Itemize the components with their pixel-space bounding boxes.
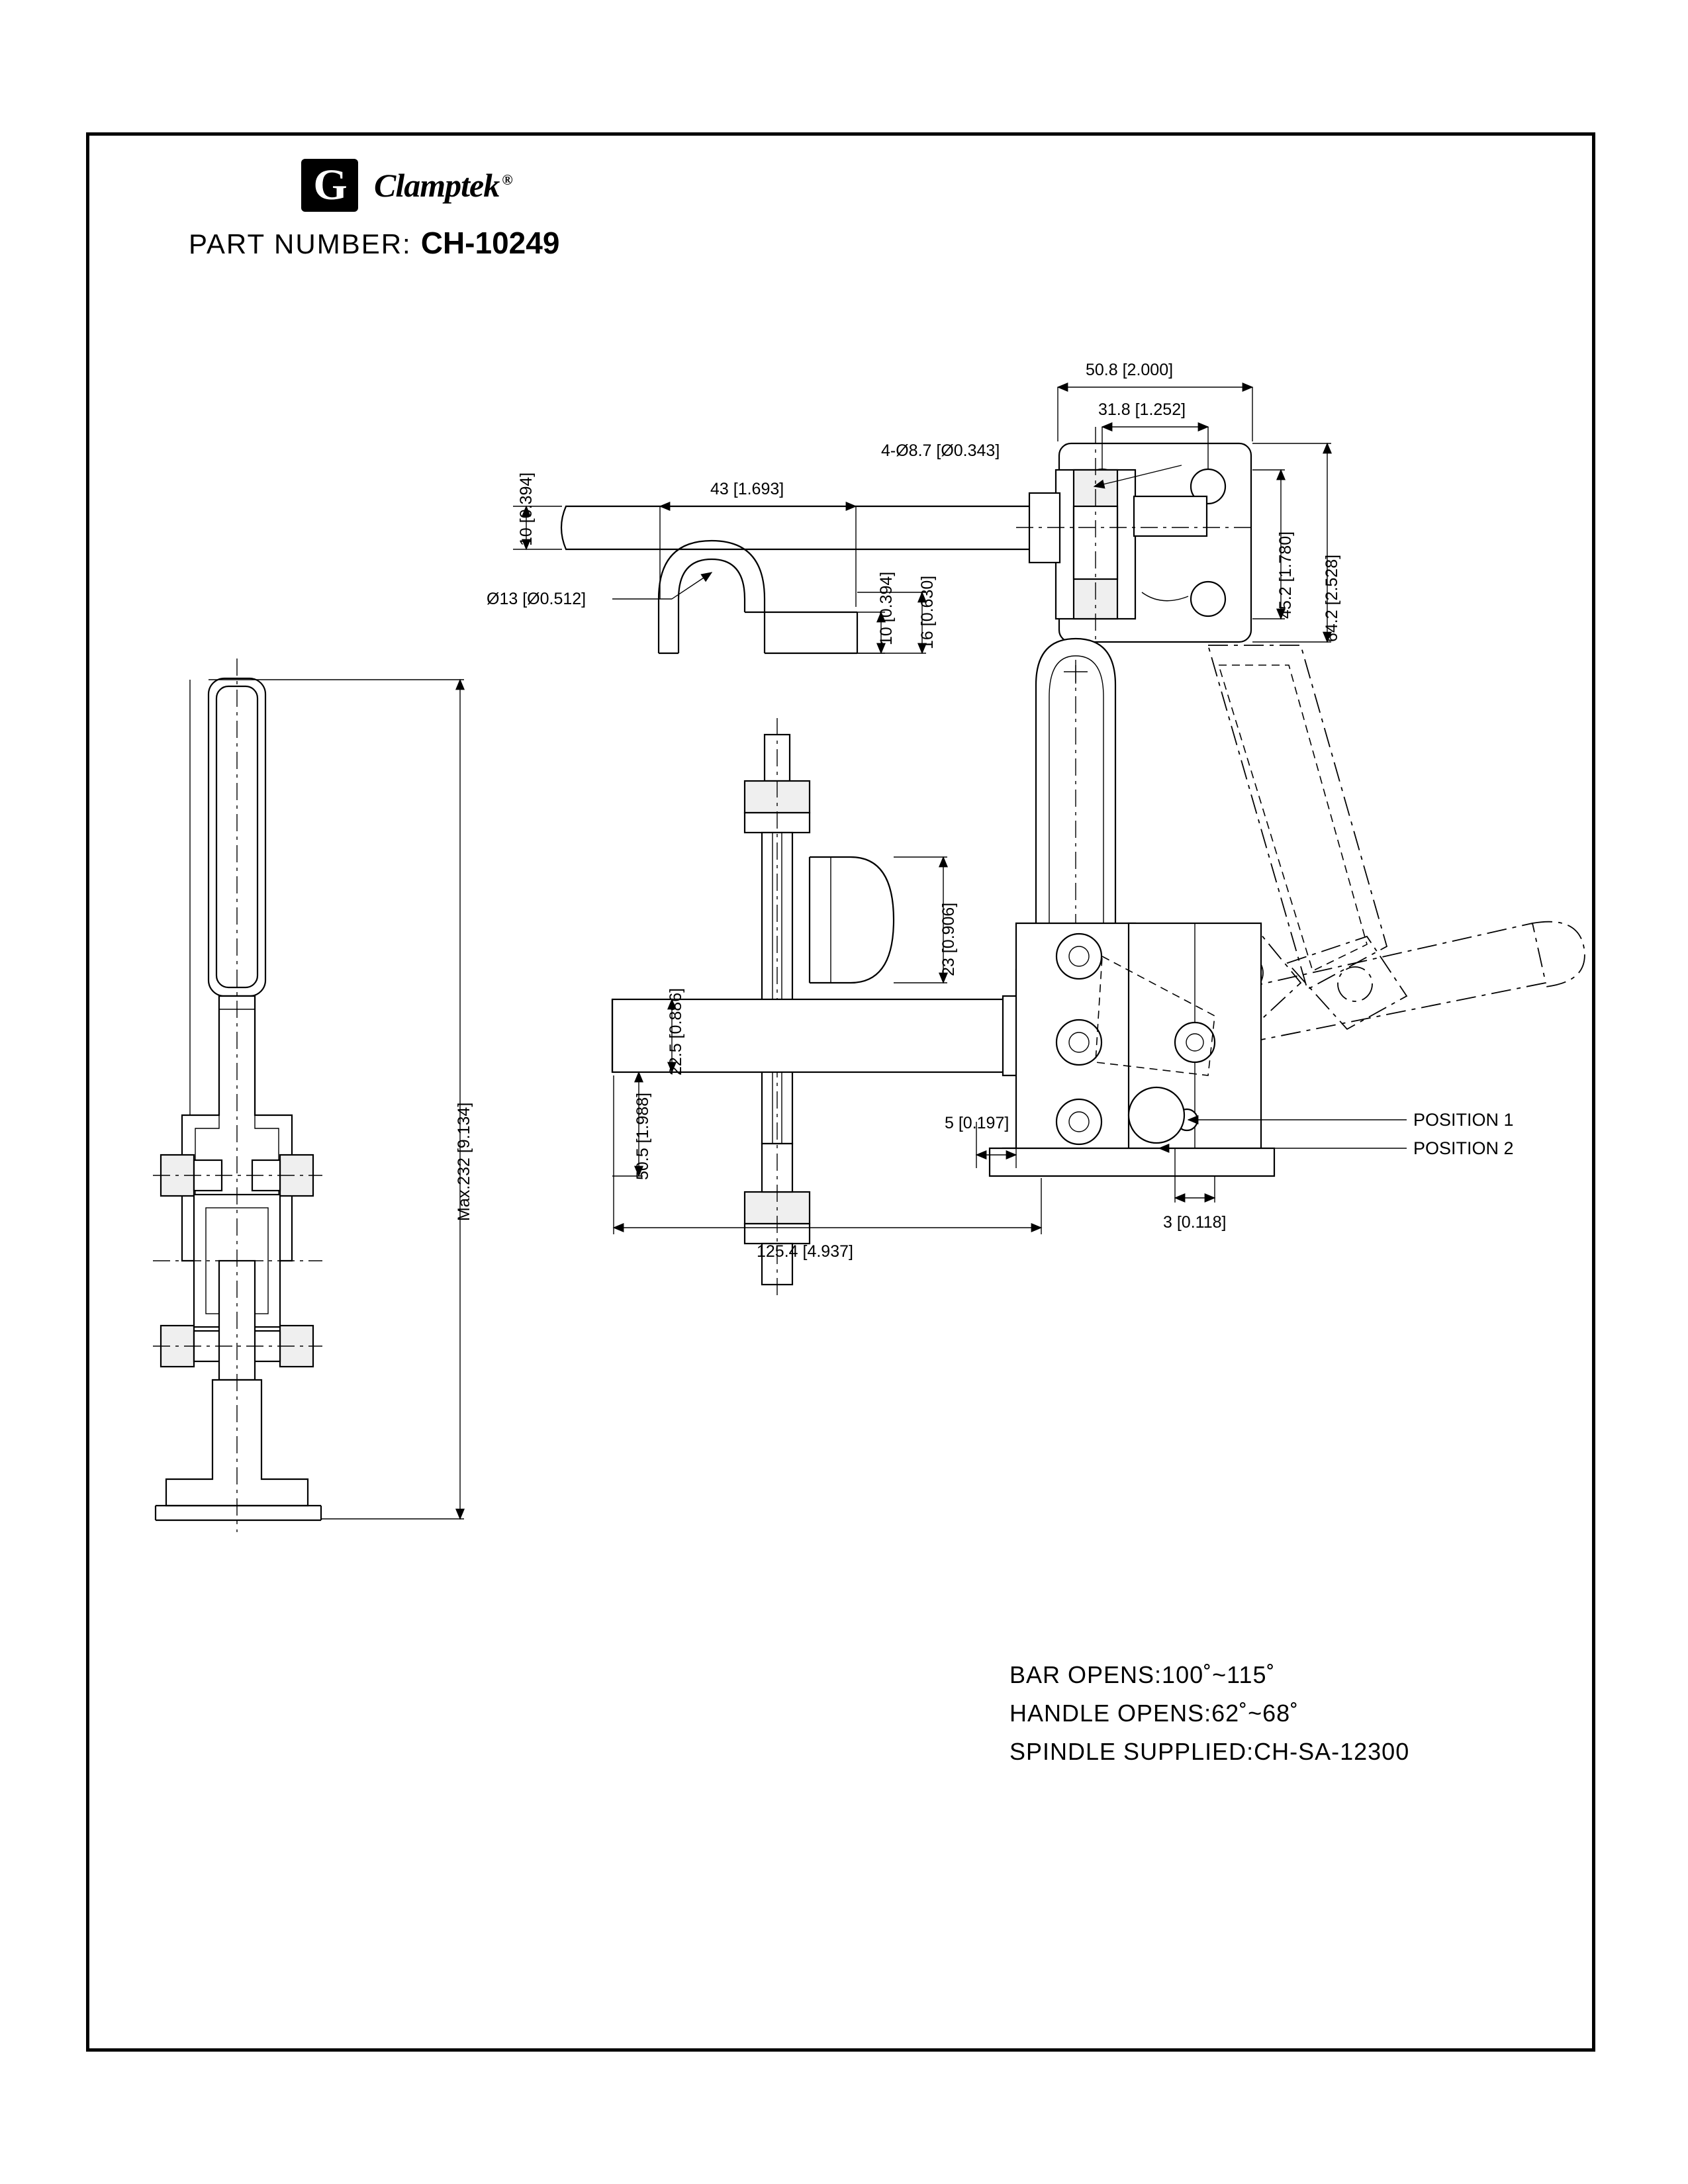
- dim-base-thickness: 3 [0.118]: [1163, 1213, 1227, 1232]
- drawing-sheet: [86, 132, 1595, 2052]
- dim-overall-height: 64.2 [2.528]: [1323, 554, 1341, 642]
- logo-letter-icon: G: [301, 159, 358, 212]
- dim-top-hole-spacing: 31.8 [1.252]: [1098, 400, 1186, 419]
- note-bar-opens: BAR OPENS:100˚~115˚: [1009, 1661, 1276, 1688]
- label-position-2: POSITION 2: [1413, 1138, 1514, 1158]
- registered-mark: ®: [502, 171, 512, 189]
- dim-ubolt-height: 23 [0.906]: [939, 902, 958, 976]
- dim-inner-height: 45.2 [1.780]: [1276, 531, 1295, 619]
- dim-fork-bore: Ø13 [Ø0.512]: [487, 590, 586, 608]
- dim-fork-plate-thickness: 10 [0.394]: [877, 571, 896, 645]
- dim-hole-callout: 4-Ø8.7 [Ø0.343]: [881, 441, 1000, 460]
- brand-name: Clamptek ®: [374, 167, 512, 204]
- dim-bar-thickness: 10 [0.394]: [517, 472, 536, 546]
- spindle-fork-view: [612, 506, 947, 1300]
- dim-base-height: 50.5 [1.988]: [633, 1092, 652, 1180]
- dim-fork-height: 16 [0.630]: [918, 575, 937, 649]
- dim-overall-length: 125.4 [4.937]: [757, 1242, 853, 1261]
- note-spindle-supplied: SPINDLE SUPPLIED:CH-SA-12300: [1009, 1738, 1410, 1765]
- part-number-label: PART NUMBER:: [189, 228, 412, 259]
- part-number-value: CH-10249: [420, 226, 560, 260]
- dim-bar-height: 22.5 [0.886]: [667, 987, 685, 1075]
- front-view-drawing: [153, 659, 464, 1532]
- dim-base-offset: 5 [0.197]: [945, 1114, 1009, 1132]
- label-position-1: POSITION 1: [1413, 1110, 1514, 1130]
- dim-max-height: Max.232 [9.134]: [455, 1102, 473, 1221]
- note-handle-opens: HANDLE OPENS:62˚~68˚: [1009, 1700, 1299, 1727]
- dim-top-overall-width: 50.8 [2.000]: [1086, 361, 1174, 379]
- dim-fork-width: 43 [1.693]: [710, 480, 784, 498]
